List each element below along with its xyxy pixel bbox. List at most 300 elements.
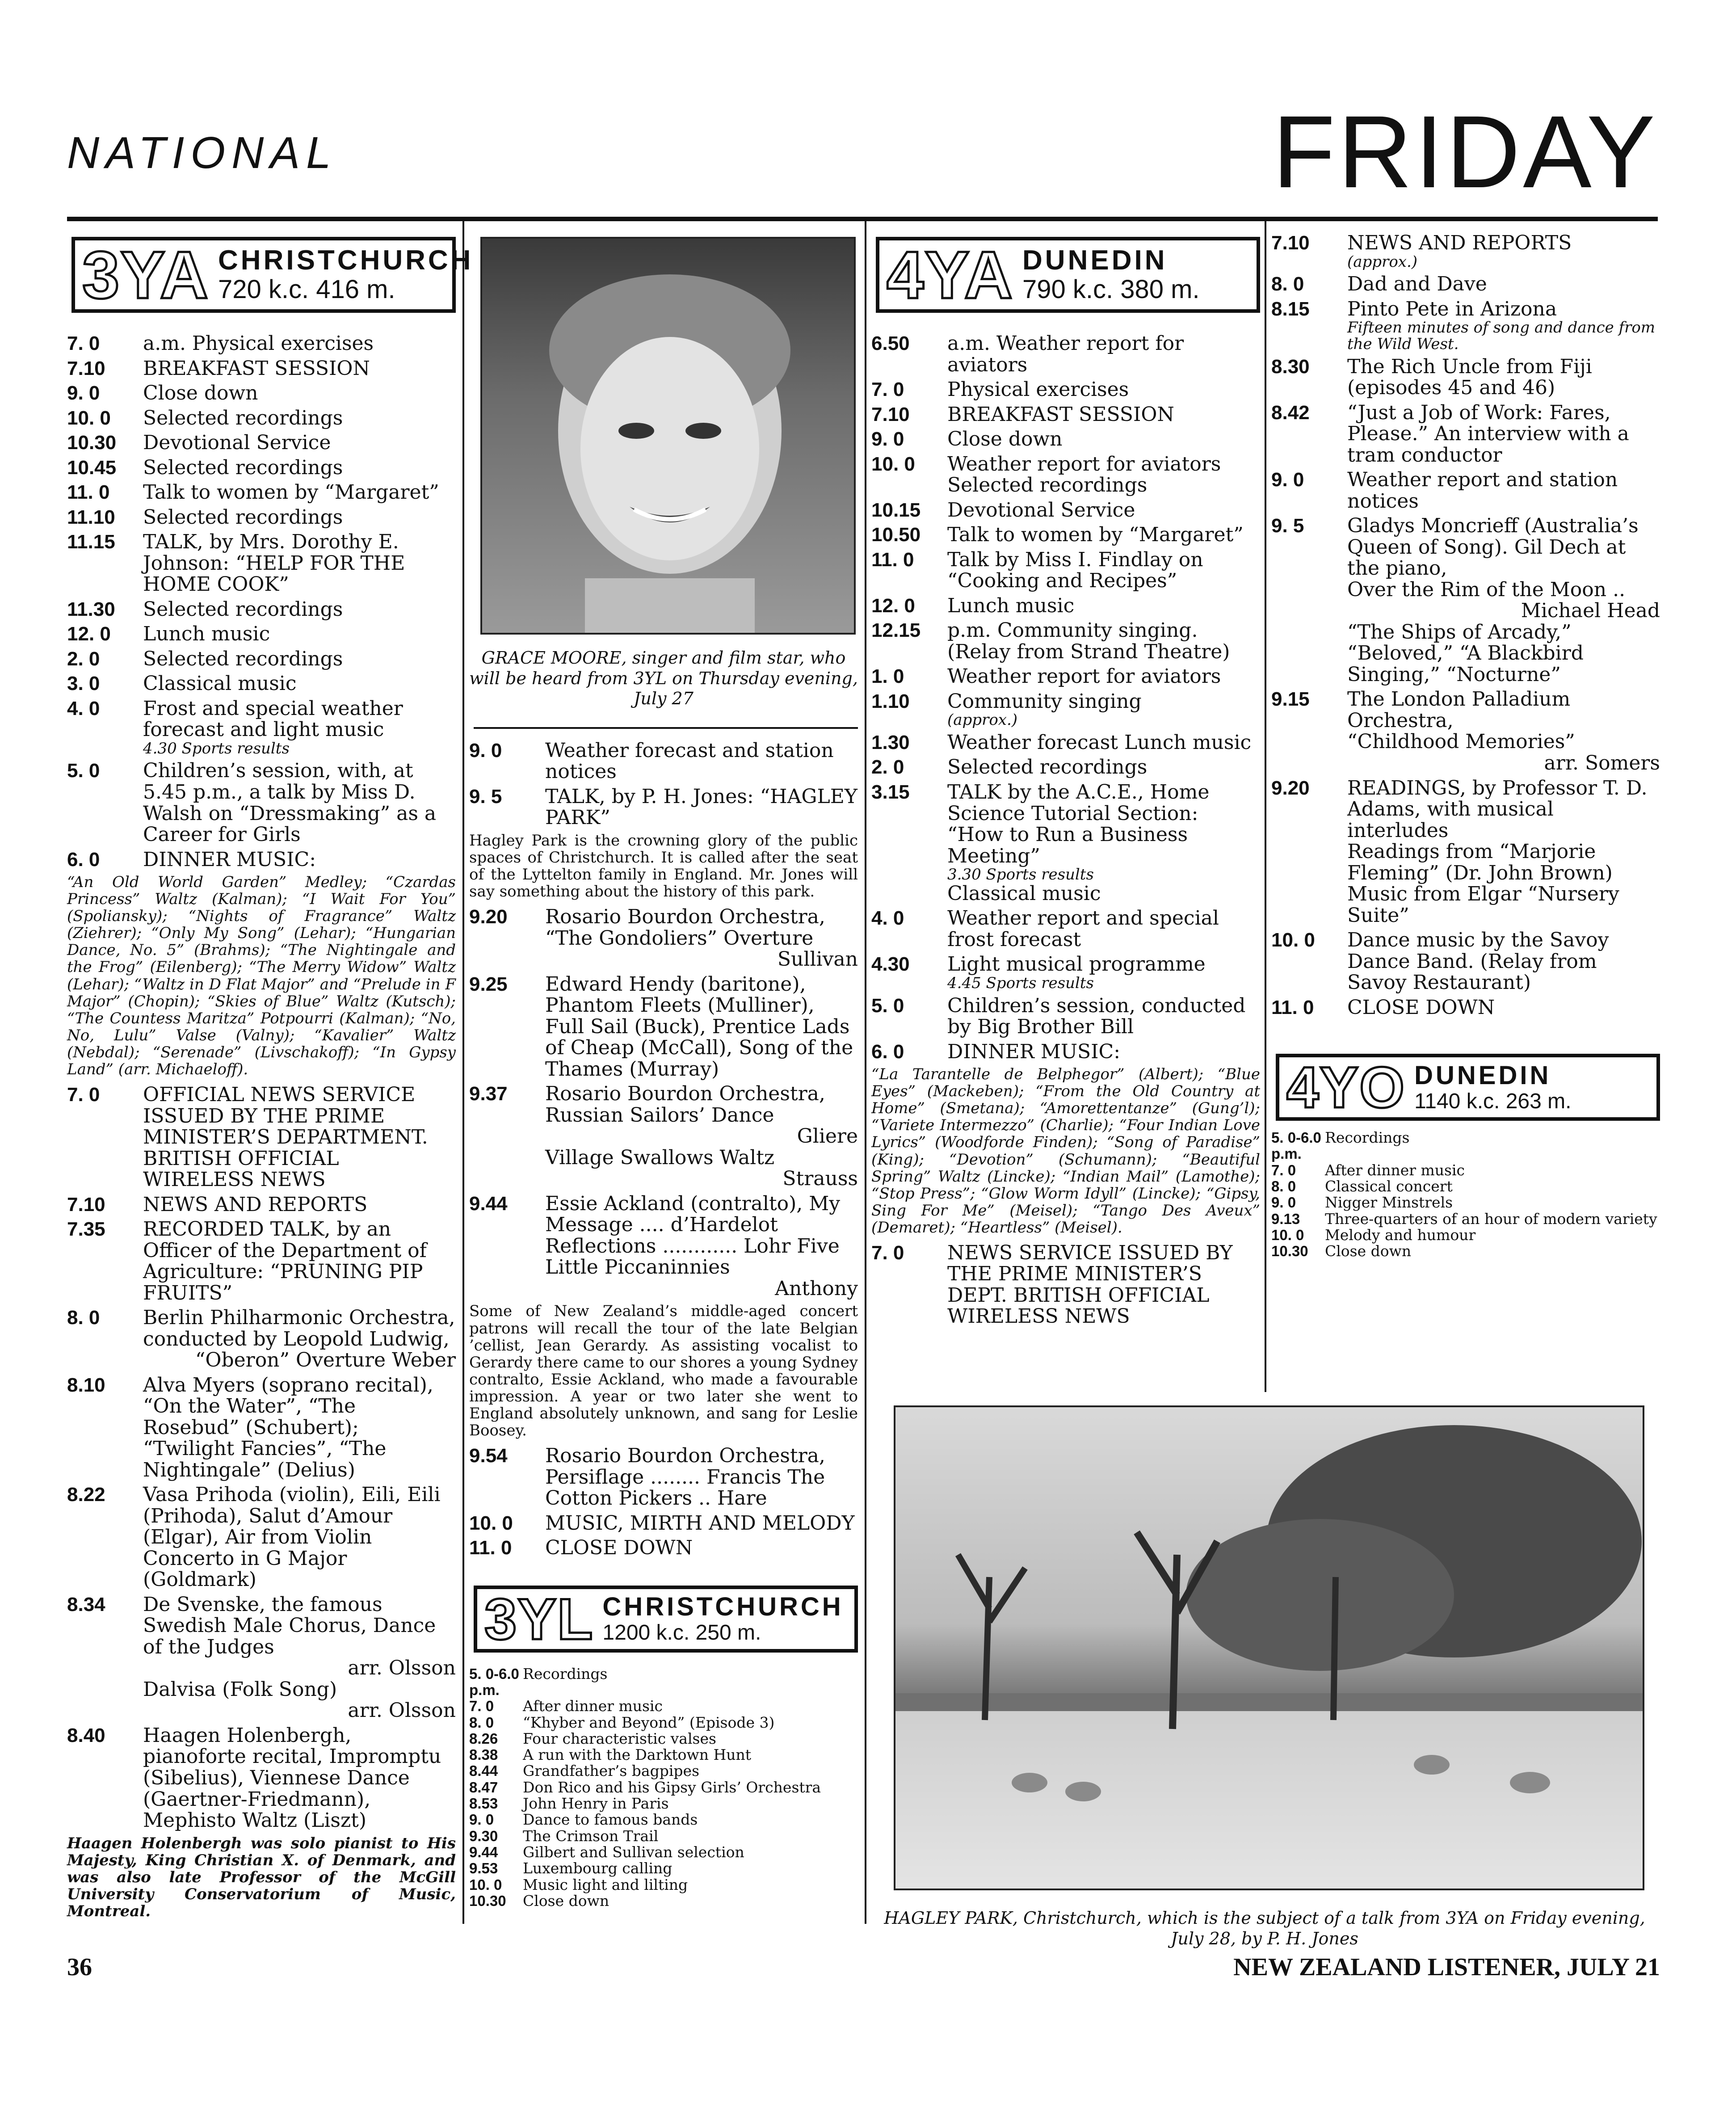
entry-description: [143, 482, 456, 503]
entry-time: 10.50: [871, 524, 921, 546]
entry-text: a.m. Weather report for aviators: [947, 332, 1184, 376]
entry-time: 9.20: [469, 906, 508, 928]
entry-text: Classical music: [947, 882, 1101, 905]
entry-text: A run with the Darktown Hunt: [523, 1746, 752, 1764]
entry-description: [523, 1812, 858, 1828]
entry-time: 8.38: [469, 1746, 498, 1763]
entry-text: Over the Rim of the Moon ..: [1347, 578, 1626, 601]
entry-text: Readings from “Marjorie Fleming” (Dr. John Brown) Music from Elgar “Nursery Suite”: [1347, 840, 1619, 927]
entry-time: 9.25: [469, 973, 508, 995]
entry-time: 8.22: [67, 1484, 105, 1506]
entry-description: [143, 1219, 456, 1304]
entry-time: 10. 0: [469, 1512, 513, 1534]
list-item: [1271, 689, 1660, 774]
list-item: [871, 732, 1260, 753]
list-item: [469, 1083, 858, 1190]
entry-description: [143, 623, 456, 645]
entry-description: [1325, 1243, 1660, 1259]
entry-time: 5. 0-6.0 p.m.: [1271, 1129, 1321, 1162]
entry-description: [523, 1715, 858, 1731]
entry-description: [947, 429, 1260, 450]
list-item: [871, 524, 1260, 546]
entry-text: Community singing: [947, 690, 1142, 713]
entry-description: [143, 457, 456, 479]
entry-text: Three-quarters of an hour of modern variety: [1325, 1210, 1657, 1228]
entry-text: CLOSE DOWN: [545, 1536, 693, 1560]
entry-time: 8.26: [469, 1730, 498, 1747]
list-item: [469, 906, 858, 970]
entry-text: The Crimson Trail: [523, 1827, 659, 1845]
list-item: [871, 995, 1260, 1038]
entry-time: 4. 0: [871, 907, 904, 930]
station-city: DUNEDIN: [1022, 245, 1168, 276]
entry-description: [143, 698, 456, 757]
entry-description: [947, 333, 1260, 375]
entry-text: Lunch music: [143, 623, 270, 646]
list-item: [1271, 1178, 1660, 1195]
entry-composer: Sullivan: [777, 948, 858, 971]
entry-time: 9. 0: [1271, 1194, 1296, 1211]
entry-text: Talk by Miss I. Findlay on “Cooking and Recipes”: [947, 548, 1203, 593]
entry-time: 7. 0: [871, 379, 904, 401]
list-item: [871, 595, 1260, 617]
station-call-sign: 3YA: [82, 237, 210, 312]
entry-description: [143, 760, 456, 845]
entry-subnote: 4.30 Sports results: [143, 739, 290, 757]
list-item: [469, 1844, 858, 1860]
entry-time: 10. 0: [1271, 929, 1315, 951]
entry-description: [1347, 778, 1660, 926]
entry-description: [523, 1779, 858, 1796]
entry-description: [947, 454, 1260, 496]
list-item: [67, 507, 456, 528]
entry-time: 9.44: [469, 1843, 498, 1860]
entry-time: 7. 0: [67, 1084, 100, 1106]
entry-description: [947, 732, 1260, 753]
entry-text: Selected recordings: [143, 406, 343, 429]
entry-description: [1325, 1211, 1660, 1227]
entry-subnote: 4.45 Sports results: [947, 974, 1094, 992]
entry-composer: Michael Head: [1521, 599, 1660, 623]
entry-description: [143, 1484, 456, 1590]
entry-time: 10.15: [871, 499, 921, 521]
list-item: [67, 408, 456, 429]
list-item: [67, 1194, 456, 1216]
entry-description: [947, 549, 1260, 592]
column-divider: [462, 221, 464, 1924]
entry-time: 12. 0: [67, 623, 111, 645]
4yo-programme-list: [1271, 1130, 1660, 1259]
list-item: [67, 849, 456, 871]
entry-description: [947, 666, 1260, 687]
entry-time: 8.42: [1271, 401, 1310, 424]
entry-subnote: (approx.): [1347, 252, 1418, 271]
hagley-park-note: Hagley Park is the crowning glory of the public spaces of Christchurch. It is called after the seat of the Lyttelton family in England. Mr. Jones will say something about the history of this park.: [469, 831, 858, 901]
entry-time: 6.50: [871, 332, 910, 354]
entry-description: [1347, 689, 1660, 774]
list-item: [67, 760, 456, 845]
entry-text: Berlin Philharmonic Orchestra, conducted by Leopold Ludwig,: [143, 1306, 455, 1350]
entry-text: Talk to women by “Margaret”: [947, 523, 1244, 547]
entry-time: 7. 0: [469, 1698, 494, 1715]
entry-text: Edward Hendy (baritone), Phantom Fleets (Mulliner), Full Sail (Buck), Prentice Lads of Cheap (McCall), Song of the Thames (Murray): [545, 972, 853, 1081]
list-item: [67, 1484, 456, 1590]
entry-composer: Gliere: [797, 1125, 858, 1148]
entry-text: NEWS AND REPORTS: [143, 1193, 368, 1216]
entry-time: 9.53: [469, 1860, 498, 1877]
entry-description: [947, 995, 1260, 1038]
entry-time: 10. 0: [871, 453, 915, 475]
entry-text: After dinner music: [523, 1697, 663, 1715]
list-item: [871, 1041, 1260, 1063]
entry-text: Classical concert: [1325, 1178, 1453, 1195]
entry-text: Weather report and station notices: [1347, 468, 1618, 513]
station-city: CHRISTCHURCH: [218, 245, 474, 276]
list-item: [67, 1219, 456, 1304]
entry-text: Weather forecast and station notices: [545, 739, 834, 783]
entry-description: [545, 1537, 858, 1559]
entry-time: 10.30: [1271, 1243, 1308, 1260]
entry-time: 10. 0: [1271, 1226, 1304, 1243]
entry-description: [1325, 1227, 1660, 1243]
entry-time: 10.30: [469, 1892, 506, 1909]
entry-description: [1347, 997, 1660, 1018]
entry-text: Light musical programme: [947, 953, 1206, 976]
entry-text: Weather report for aviators: [947, 665, 1221, 688]
entry-time: 7. 0: [1271, 1161, 1296, 1178]
list-item: [1271, 1195, 1660, 1211]
entry-description: [143, 333, 456, 354]
list-item: [469, 1698, 858, 1714]
footnote: Haagen Holenbergh was solo pianist to His Majesty, King Christian X. of Denmark, and was also late Professor of the McGill University Conservatorium of Music, Montreal.: [67, 1834, 456, 1920]
list-item: [871, 404, 1260, 425]
programme-list: [67, 333, 456, 870]
column-4ya-continued: [1271, 232, 1660, 1260]
list-item: [871, 666, 1260, 687]
entry-text: Selected recordings: [143, 505, 343, 529]
list-item: [67, 358, 456, 379]
entry-text: TALK by the A.C.E., Home Science Tutorial Section: “How to Run a Business Meeting”: [947, 781, 1210, 867]
entry-text: Close down: [1325, 1242, 1412, 1260]
column-3ya: [67, 237, 474, 1926]
entry-time: 8. 0: [1271, 273, 1304, 295]
list-item: [1271, 356, 1660, 399]
entry-time: 8. 0: [67, 1307, 100, 1329]
entry-description: [523, 1698, 858, 1714]
station-call-sign: 4YA: [887, 237, 1014, 312]
entry-time: 9.30: [469, 1827, 498, 1844]
entry-note: Fifteen minutes of song and dance from the Wild West.: [1347, 319, 1656, 353]
entry-time: 6. 0: [67, 848, 100, 871]
entry-description: [143, 599, 456, 620]
entry-text: TALK, by Mrs. Dorothy E. Johnson: “HELP FOR THE HOME COOK”: [143, 530, 405, 596]
entry-description: [523, 1763, 858, 1779]
entry-description: [1347, 402, 1660, 466]
entry-time: 11. 0: [871, 548, 914, 571]
entry-text: Rosario Bourdon Orchestra, “The Gondoliers” Overture: [545, 905, 825, 950]
entry-description: [1325, 1195, 1660, 1211]
list-item: [1271, 1211, 1660, 1227]
programme-list: [469, 906, 858, 1299]
entry-text: Pinto Pete in Arizona: [1347, 297, 1557, 320]
entry-time: 7. 0: [67, 332, 100, 354]
list-item: [1271, 469, 1660, 512]
list-item: [1271, 515, 1660, 685]
entry-description: [545, 974, 858, 1080]
entry-time: 11. 0: [1271, 996, 1314, 1018]
list-item: [67, 1307, 456, 1371]
station-frequency: 1200 k.c. 250 m.: [602, 1621, 761, 1645]
list-item: [871, 429, 1260, 450]
entry-time: 9.54: [469, 1445, 508, 1467]
entry-time: 11. 0: [67, 481, 110, 504]
entry-time: 1.10: [871, 690, 910, 712]
list-item: [469, 1537, 858, 1559]
entry-text: Children’s session, with, at 5.45 p.m., a talk by Miss D. Walsh on “Dressmaking” as a Career for Girls: [143, 759, 437, 846]
list-item: [469, 1513, 858, 1534]
entry-composer: “Oberon” Overture Weber: [195, 1349, 456, 1372]
entry-text: Alva Myers (soprano recital), “On the Water”, “The Rosebud” (Schubert); “Twilight Fancies”, “The Nightingale” (Delius): [143, 1373, 433, 1481]
entry-time: 9. 0: [469, 1811, 494, 1828]
entry-text: Village Swallows Waltz: [545, 1146, 775, 1169]
entry-text: Gilbert and Sullivan selection: [523, 1843, 744, 1861]
list-item: [1271, 299, 1660, 353]
entry-description: [545, 1083, 858, 1190]
entry-time: 8.53: [469, 1795, 498, 1812]
entry-time: 1.30: [871, 731, 910, 753]
entry-description: [947, 404, 1260, 425]
entry-description: [143, 358, 456, 379]
list-item: [469, 974, 858, 1080]
entry-time: 7.10: [871, 403, 910, 425]
station-call-sign: 4YO: [1286, 1055, 1406, 1120]
hagley-park-photo: [894, 1405, 1644, 1890]
entry-text: Selected recordings: [143, 456, 343, 479]
entry-description: [523, 1796, 858, 1812]
entry-text: Selected recordings: [143, 597, 343, 621]
entry-description: [143, 648, 456, 670]
entry-time: 7.10: [67, 1193, 105, 1216]
station-box-3yl: [474, 1586, 858, 1653]
dinner-music-note: “La Tarantelle de Belphegor” (Albert); “Blue Eyes” (Mackeben); “From the Old Country at Home” (Smetana); “Amorettentanze” (Gung’l); “Variete Intermezzo” (Charlie); “Four Indian Love Lyrics” (Woodforde Finden); “Song of Paradise” (King); “Devotion” (Schumann); “Beautiful Spring” Waltz (Lincke); “Indian Mail” (Lamothe); “Stop Press”; “Glow Worm Idyll” (Lincke); “Gipsy, Sing For Me” (Meisel); “Tango Des Aveux” (Demaret); “Heartless” (Meisel).: [871, 1065, 1260, 1237]
entry-time: 7.10: [1271, 232, 1310, 254]
entry-description: [1325, 1162, 1660, 1178]
entry-description: [947, 757, 1260, 778]
entry-text: BREAKFAST SESSION: [143, 357, 370, 380]
entry-description: [523, 1731, 858, 1747]
list-item: [67, 623, 456, 645]
column-3ya-continued: [469, 237, 858, 1909]
entry-composer: Anthony: [775, 1277, 858, 1300]
entry-text: “The Ships of Arcady,” “Beloved,” “A Blackbird Singing,” “Nocturne”: [1347, 620, 1584, 686]
entry-time: 9.15: [1271, 688, 1310, 711]
page-number: 36: [67, 1953, 92, 1981]
entry-description: NEWS SERVICE ISSUED BY THE PRIME MINISTER’S DEPT. BRITISH OFFICIAL WIRELESS NEWS: [947, 1241, 1233, 1328]
entry-time: 9. 0: [469, 739, 502, 761]
entry-time: 9. 0: [1271, 469, 1304, 491]
entry-time: 8.40: [67, 1724, 105, 1746]
entry-text: Recordings: [1325, 1129, 1410, 1147]
entry-text: Gladys Moncrieff (Australia’s Queen of Song). Gil Dech at the piano,: [1347, 514, 1639, 580]
entry-time: 9. 0: [67, 382, 100, 404]
list-item: [871, 549, 1260, 592]
list-item: [67, 482, 456, 503]
list-item: [1271, 232, 1660, 270]
entry-time: 7.10: [67, 357, 105, 379]
entry-description: [947, 620, 1260, 662]
entry-time: 1. 0: [871, 665, 904, 688]
list-item: [469, 1779, 858, 1796]
entry-text: BREAKFAST SESSION: [947, 403, 1174, 426]
list-item: [1271, 778, 1660, 926]
entry-description: [523, 1860, 858, 1876]
entry-text: Rosario Bourdon Orchestra, Persiflage ........ Francis The Cotton Pickers .. Hare: [545, 1444, 825, 1510]
publication-name: NEW ZEALAND LISTENER, JULY 21: [1233, 1953, 1660, 1981]
entry-text: MUSIC, MIRTH AND MELODY: [545, 1511, 855, 1535]
column-4ya: [871, 237, 1260, 1331]
list-item: [67, 599, 456, 620]
entry-text: The London Palladium Orchestra,: [1347, 688, 1571, 732]
list-item: [871, 454, 1260, 496]
entry-time: 2. 0: [67, 648, 100, 670]
entry-time: 7. 0: [871, 1241, 904, 1264]
entry-subnote: 3.30 Sports results: [947, 866, 1094, 884]
entry-text: Dalvisa (Folk Song): [143, 1678, 337, 1701]
entry-text: Devotional Service: [947, 498, 1135, 522]
entry-description: [1347, 930, 1660, 993]
entry-text: Vasa Prihoda (violin), Eili, Eili (Prihoda), Salut d’Amour (Elgar), Air from Violin Concerto in G Major (Goldmark): [143, 1483, 441, 1591]
list-item: [871, 620, 1260, 662]
entry-text: Don Rico and his Gipsy Girls’ Orchestra: [523, 1778, 821, 1796]
list-item: [1271, 273, 1660, 295]
entry-time: 12. 0: [871, 594, 915, 617]
entry-text: “Just a Job of Work: Fares, Please.” An interview with a tram conductor: [1347, 401, 1629, 467]
entry-time: 9.37: [469, 1083, 508, 1105]
entry-text: Close down: [143, 382, 258, 405]
station-call-sign: 3YL: [484, 1586, 594, 1652]
entry-description: [143, 408, 456, 429]
entry-text: a.m. Physical exercises: [143, 332, 374, 355]
entry-time: 11.15: [67, 531, 115, 553]
entry-description: [1347, 273, 1660, 295]
station-frequency: 790 k.c. 380 m.: [1022, 275, 1200, 304]
entry-text: Melody and humour: [1325, 1226, 1476, 1244]
entry-text: Essie Ackland (contralto), My Message .... d’Hardelot Reflections ............ Lohr Five Little Piccaninnies: [545, 1192, 841, 1279]
programme-list: [1271, 232, 1660, 1018]
day-title: FRIDAY: [1272, 94, 1658, 209]
entry-time: 2. 0: [871, 756, 904, 778]
entry-text: Four characteristic valses: [523, 1729, 716, 1747]
station-city: DUNEDIN: [1414, 1060, 1551, 1090]
list-item: [871, 500, 1260, 521]
programme-list: [469, 1445, 858, 1559]
list-item: [469, 1445, 858, 1509]
entry-time: 3. 0: [67, 673, 100, 695]
entry-text: Haagen Holenbergh, pianoforte recital, Impromptu (Sibelius), Viennese Dance (Gaertner-Friedmann), Mephisto Waltz (Liszt): [143, 1724, 441, 1832]
entry-text: Nigger Minstrels: [1325, 1194, 1453, 1211]
list-item: [1271, 1227, 1660, 1243]
entry-description: [1347, 232, 1660, 270]
list-item: [67, 1594, 456, 1721]
portrait-illustration: [482, 239, 856, 635]
entry-time: 5. 0-6.0 p.m.: [469, 1665, 519, 1698]
3yl-programme-list: [469, 1666, 858, 1909]
entry-text: Selected recordings: [947, 756, 1148, 779]
list-item: [871, 691, 1260, 728]
entry-description: [545, 1193, 858, 1300]
list-item: [469, 1893, 858, 1909]
entry-text: TALK, by P. H. Jones: “HAGLEY PARK”: [545, 785, 857, 829]
entry-time: 5. 0: [871, 994, 904, 1017]
entry-text: The Rich Uncle from Fiji (episodes 45 and 46): [1347, 355, 1592, 400]
entry-description: [947, 379, 1260, 400]
column-divider: [1265, 221, 1266, 1392]
entry-time: 11.10: [67, 506, 115, 528]
essie-ackland-note: Some of New Zealand’s middle-aged concert patrons will recall the tour of the late Belgian ’cellist, Jean Gerardy. As assisting vocalist to Gerardy there came to our shores a young Sydney contralto, Essie Ackland, who made a favourable impression. A year or two later she went to England absolutely unknown, and sang for Leslie Boosey.: [469, 1302, 858, 1439]
list-item: [469, 1877, 858, 1893]
entry-time: 11. 0: [469, 1537, 512, 1559]
list-item: [469, 1812, 858, 1828]
entry-text: Dance music by the Savoy Dance Band. (Relay from Savoy Restaurant): [1347, 929, 1609, 994]
entry-composer: arr. Olsson: [348, 1699, 456, 1722]
column-divider: [865, 221, 866, 1924]
entry-time: 10. 0: [469, 1876, 502, 1893]
entry-description: [545, 1445, 858, 1509]
entry-description: [1347, 299, 1660, 353]
list-item: [469, 1731, 858, 1747]
entry-time: 10.30: [67, 432, 117, 454]
station-box-3ya: [71, 237, 474, 313]
entry-description: [143, 383, 456, 404]
entry-time: 8.44: [469, 1762, 498, 1779]
entry-time: 6. 0: [871, 1040, 904, 1063]
list-item: [469, 1193, 858, 1300]
section-rule: [474, 727, 858, 729]
entry-time: 5. 0: [67, 760, 100, 782]
list-item: [1271, 997, 1660, 1018]
entry-description: [523, 1844, 858, 1860]
entry-text: CLOSE DOWN: [1347, 996, 1495, 1019]
entry-text: Close down: [947, 428, 1063, 451]
entry-text: DINNER MUSIC:: [143, 848, 316, 871]
programme-list: [871, 333, 1260, 1062]
entry-description: [143, 507, 456, 528]
list-item: [67, 457, 456, 479]
entry-text: Talk to women by “Margaret”: [143, 481, 439, 504]
station-box-4yo: [1276, 1054, 1660, 1121]
entry-text: Children’s session, conducted by Big Brother Bill: [947, 994, 1246, 1039]
entry-description: [545, 1513, 858, 1534]
entry-description: [143, 531, 456, 595]
section-title: NATIONAL: [67, 128, 337, 178]
entry-text: OFFICIAL NEWS SERVICE ISSUED BY THE PRIME MINISTER’S DEPARTMENT. BRITISH OFFICIAL WIRELESS NEWS: [143, 1083, 428, 1191]
list-item: [871, 379, 1260, 400]
list-item: [67, 1725, 456, 1831]
entry-description: [1325, 1130, 1660, 1162]
entry-subnote: (approx.): [947, 711, 1018, 729]
list-item: [871, 908, 1260, 950]
entry-description: [143, 849, 456, 871]
station-frequency: 720 k.c. 416 m.: [218, 275, 395, 304]
entry-time: 7.35: [67, 1218, 105, 1241]
list-item: [67, 648, 456, 670]
entry-text: DINNER MUSIC:: [947, 1040, 1121, 1063]
list-item: [871, 757, 1260, 778]
entry-description: [545, 740, 858, 782]
list-item: [67, 673, 456, 694]
list-item: [1271, 1243, 1660, 1259]
entry-text: Close down: [523, 1892, 609, 1910]
